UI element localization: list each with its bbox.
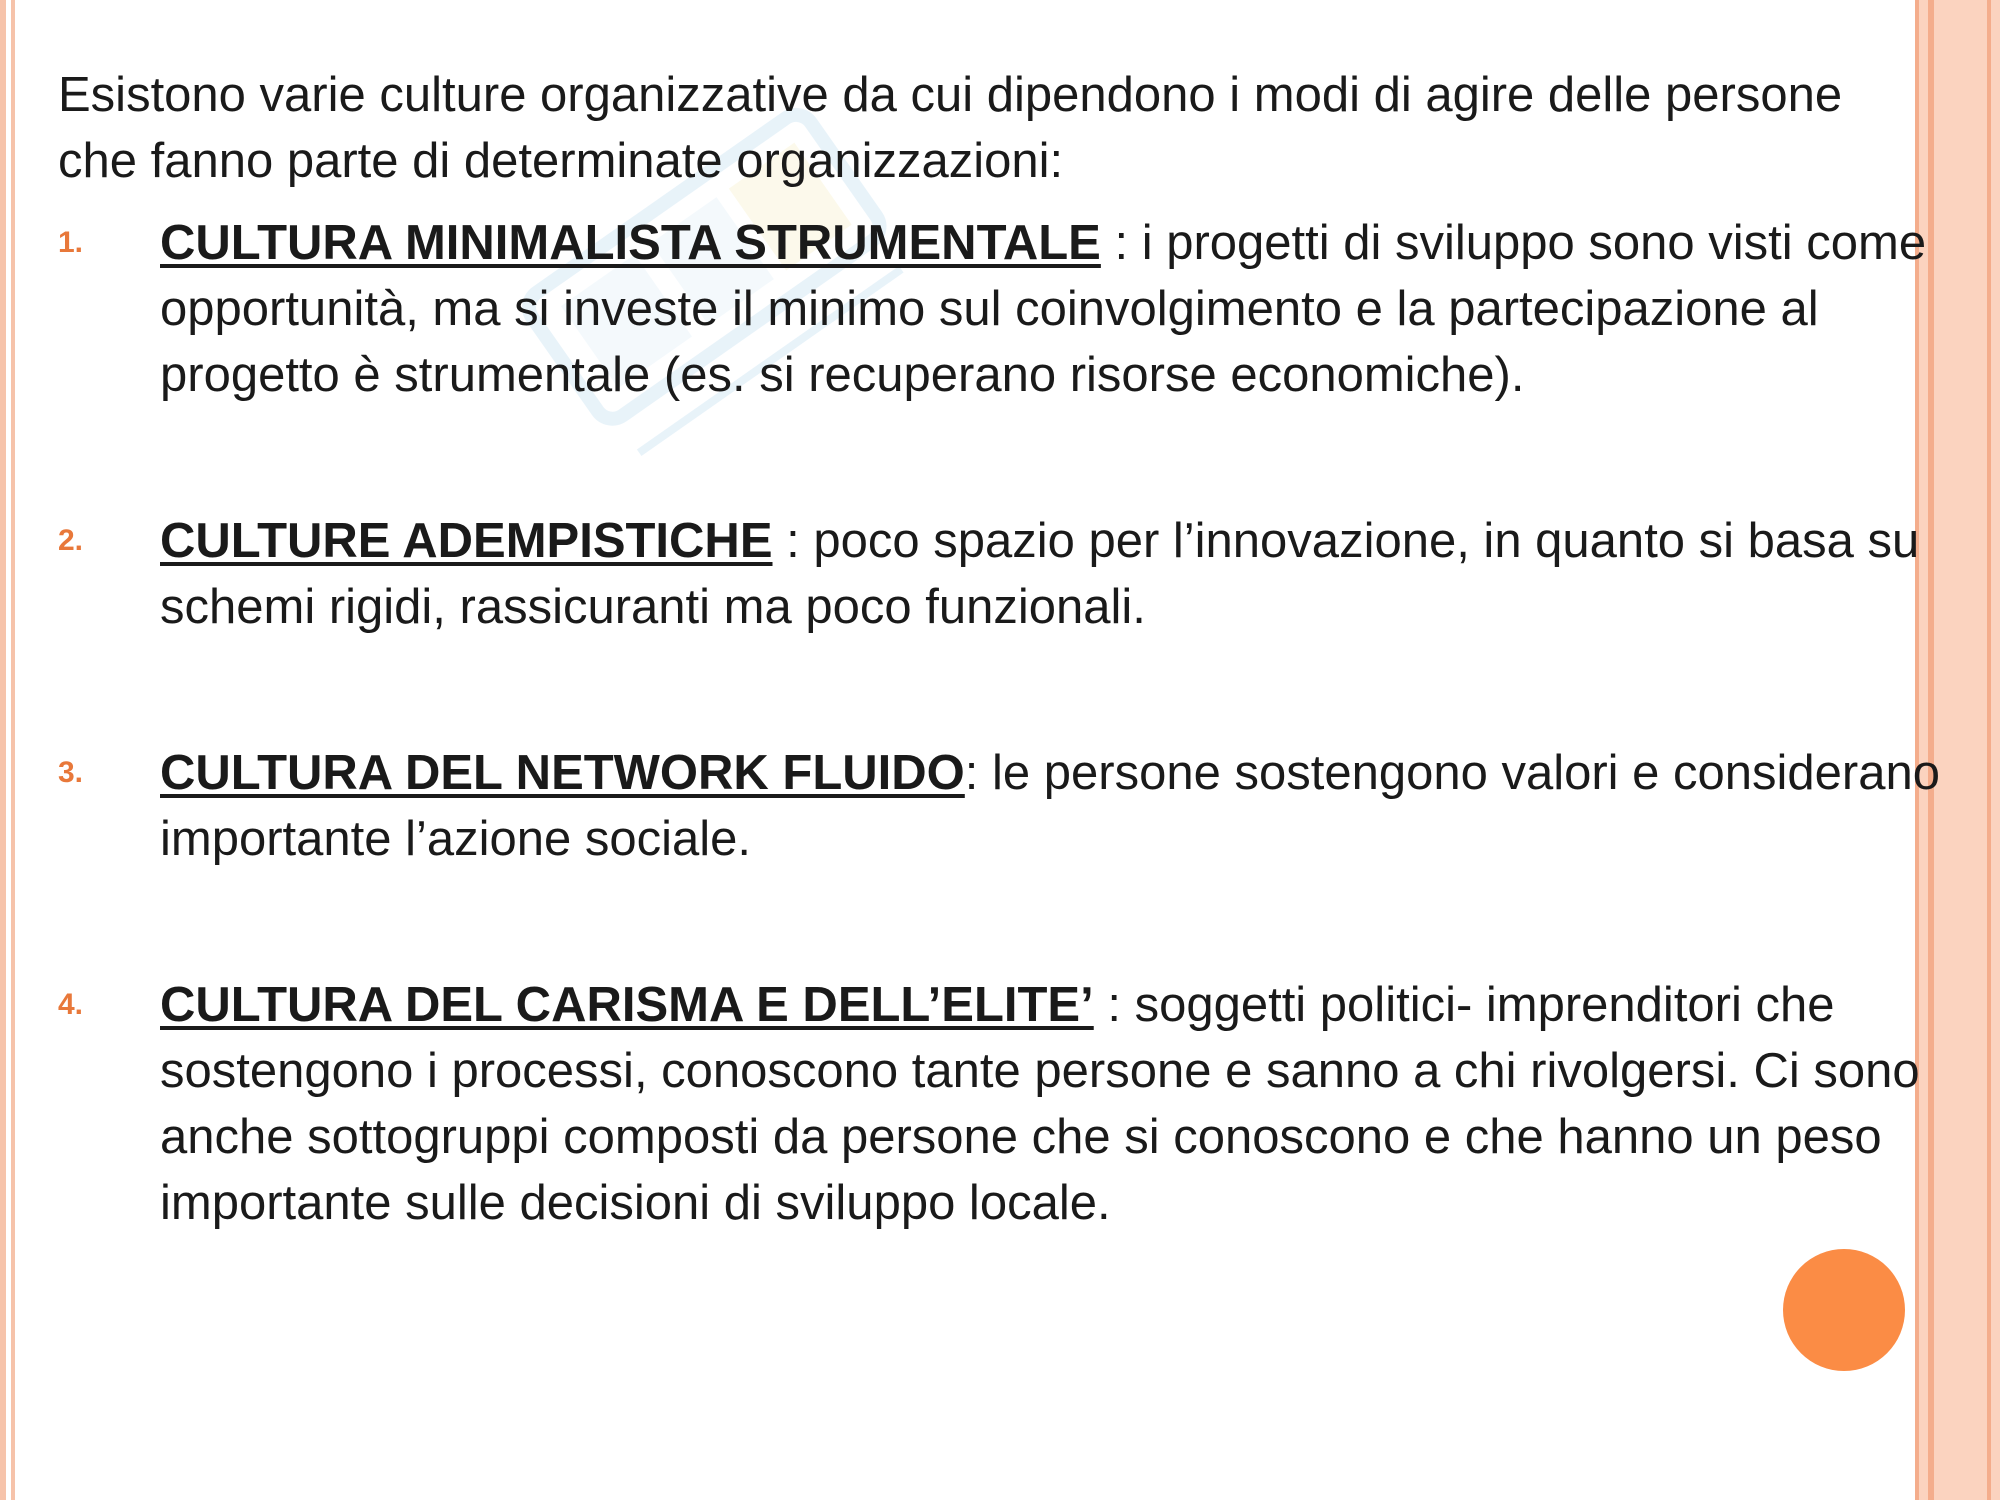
item-title: CULTURA DEL NETWORK FLUIDO — [160, 746, 965, 800]
list-number: 1. — [58, 226, 84, 259]
item-title: CULTURA MINIMALISTA STRUMENTALE — [160, 216, 1101, 270]
item-description: : poco spazio per l’innovazione, in quanto si basa su schemi rigidi, rassicuranti ma poco funzionali. — [160, 514, 1920, 634]
intro-paragraph: Esistono varie culture organizzative da cui dipendono i modi di agire delle persone che fanno parte di determinate organizzazioni: — [58, 68, 1843, 188]
orange-circle-decoration — [1783, 1249, 1905, 1371]
item-title: CULTURA DEL CARISMA E DELL’ELITE’ — [160, 978, 1094, 1032]
item-description: : soggetti politici- imprenditori che sostengono i processi, conoscono tante persone e sanno a chi rivolgersi. Ci sono anche sottogruppi composti da persone che si conoscono e che hanno un peso importante sulle decisioni di sviluppo locale. — [160, 978, 1920, 1230]
left-border-stripe — [0, 0, 6, 1500]
slide-content — [58, 62, 1940, 1236]
left-border-stripe — [11, 0, 15, 1500]
list-item — [58, 210, 1940, 408]
list-item — [58, 972, 1940, 1236]
list-item — [58, 508, 1940, 640]
list-item — [58, 740, 1940, 872]
list-number: 3. — [58, 756, 84, 789]
item-description: : le persone sostengono valori e considerano importante l’azione sociale. — [160, 746, 1940, 866]
list-number: 2. — [58, 524, 84, 557]
right-border-line — [1987, 0, 1991, 1500]
item-title: CULTURE ADEMPISTICHE — [160, 514, 773, 568]
list-number: 4. — [58, 988, 84, 1021]
item-description: : i progetti di sviluppo sono visti come opportunità, ma si investe il minimo sul coinvolgimento e la partecipazione al progetto è strumentale (es. si recuperano risorse economiche). — [160, 216, 1927, 402]
